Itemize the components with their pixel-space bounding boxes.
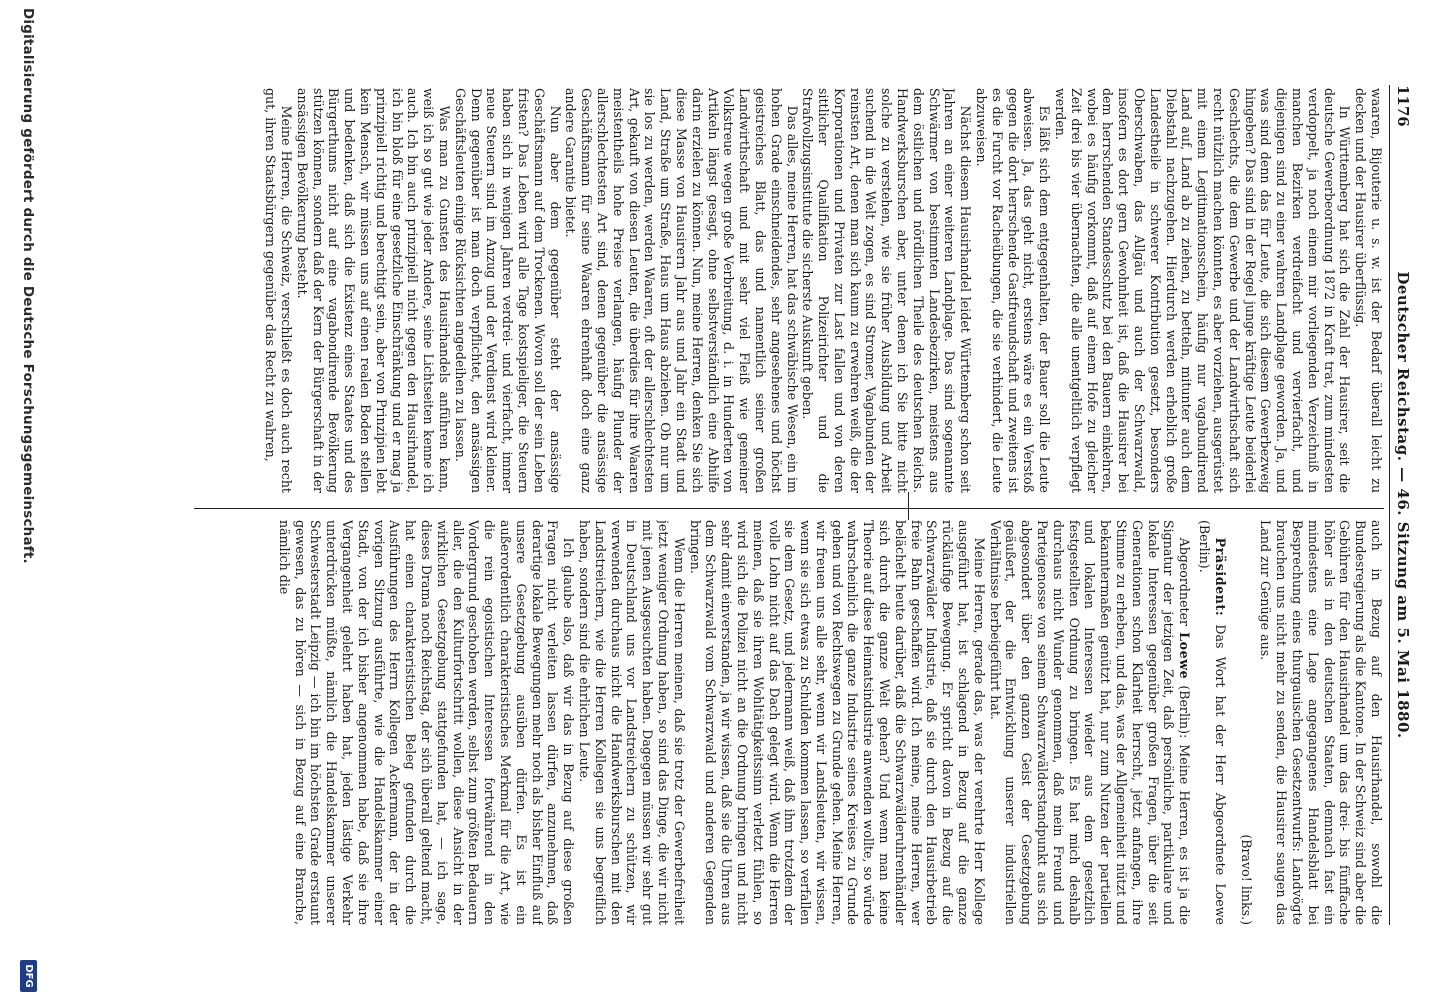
page-title: Deutscher Reichstag. — 46. Sitzung am 5. Mai 1880. [1394, 271, 1412, 739]
paragraph: In Württemberg hat sich die Zahl der Hausirer, seit die deutsche Gewerbeordnung 1872 in Kraft trat, zum mindesten verdoppelt, ja noch einem mir vorliegenden Verzeichniß in manchen Bezirken verdreifacht und vervierfacht, und diejenigen sind zu einer wahren Landplage geworden. Ja, und was sind denn das für Leute, die sich diesem Gewerbezweig hingeben? Das sind in der Regel junge kräftige Leute beiderlei Geschlechts, die dem Gewerbe und der Landwirthschaft sich recht nützlich machen könnten, es aber vorziehen, ausgerüstet mit einem Legitimationsschein, häufig nur vagabundirend Land auf, Land ab zu ziehen, zu betteln, mitunter auch dem Diebstahl nachzugehen. Hierdurch werden erheblich große Landestheile in schwerer Kontribution gesetzt, besonders Oberschwaben, das Allgäu und auch der Schwarzwald, insofern es dort gern Gewohnheit ist, daß die Hausirer bei dem herrschenden Standesschutz bei den Bauern einkehren, wobei es häufig vorkommt, daß auf einem Hofe zu gleicher Zeit drei bis vier übernachten, die alle unentgeltlich verpflegt werden. [1053, 88, 1353, 493]
dfg-logo-icon: DFG [20, 960, 37, 992]
column-divider [194, 508, 1384, 509]
right-text-column [114, 520, 1384, 925]
paragraph: Ich glaube also, daß wir das in Bezug auf diese großen Fragen nicht verleiten lassen dürfen, anzunehmen, daß derartige lokale Bewegungen mehr noch als bisher Einfluß auf unsere Gesetzgebung ausüben dürfen. Es ist ein außerordentlich charakteristisches Merkmal für die Art, wie die rein egoistischen Interessen fortwährend in den Vordergrund geschoben werden, selbst zum größten Bedauern aller, die den Kulturfortschritt wollen, diese Ansicht in der wirklichen Gesetzgebung stattgefunden hat, — ich sage, dieses Drama noch Reichstag, der sich überall geltend macht, hat einen charakteristischen Beleg gefunden durch die Ausführungen des Herrn Kollegen Ackermann, der in der vorigen Sitzung ausführte, wie die Handelskammer einer Stadt, von der ich bisher angenommen habe, daß sie ihre Vergangenheit gelehrt haben hat, jeden lästige Verkehr unterdrücken müßte, nämlich die Handelskammer unserer Schwesterstadt Leipzig — ich bin im höchsten Grade erstaunt gewesen, das zu hören — sich in Bezug auf eine Branche, nämlich die [276, 520, 577, 925]
funding-notice: Digitalisierung gefördert durch die Deutsche Forschungsgemeinschaft. [20, 8, 36, 564]
left-text-column [114, 88, 1384, 493]
applause-note: (Bravo! links.) [1238, 834, 1254, 925]
page-number: 1176 [1394, 85, 1412, 127]
page-header [1389, 85, 1418, 925]
column-divider-tick [908, 492, 909, 520]
president-text: Das Wort hat der Herr Abgeordnete Loewe (Berlin). [1197, 520, 1228, 925]
speaker-line [987, 520, 1192, 925]
paragraph: Das alles, meine Herren, hat das schwäbische Wesen, ein im hohen Grade einschneidendes, sehr angesehenes und höchst geistreiches Blatt, das und namentlich seiner großen Landwirthschaft und mit sehr viel Fleiß wie gemeiner Volkstreue wegen große Verbreitung, d. i. in Hunderten von Artikeln längst gesagt, ohne selbstverständlich eine Abhilfe darin erzielen zu können. Nun, meine Herren, denken Sie sich diese Masse von Hausirern Jahr aus und Jahr ein Stadt und Land, Straße um Straße, Haus um Haus abziehen. Ob nur um sie los zu werden, werden Waaren, oft der allerschlechtesten Art, gekauft von diesen Leuten, die überdies für ihre Waaren meistentheils hohe Preise verlangen, häufig Plunder der allerschlechtesten Art sind, denen gegenüber die ansässige Geschäftsmann für seine Waaren ehrenhaft doch eine ganz andere Garantie bietet. [563, 88, 800, 493]
paragraph: auch in Bezug auf den Hausirhandel, sowohl die Bundesregierung als die Kantone. In der Schweiz sind aber die Gebühren für den Hausirhandel um das drei- bis fünffache höher als in den deutschen Staaten, demnach fast ein mindestens eine Lage angegangenes Handelsblatt bei Besprechung eines thurgauischen Gesetzentwurfs: Landvögte brauchen uns nicht mehr zu senden, die Hausirer saugen das Land zur Genüge aus. [1258, 520, 1384, 925]
paragraph: Es läßt sich dem entgegenhalten, der Bauer soll die Leute abweisen. Ja, das geht nicht, erstens wäre es ein Verstoß gegen die dort herrschende Gastfreundschaft und zweitens ist es die Furcht vor Racheübungen, die sie verhindert, die Leute abzuweisen. [974, 88, 1053, 493]
president-label: Präsident: [1212, 537, 1228, 617]
speaker-place: (Berlin): [1177, 685, 1193, 739]
president-line [1196, 520, 1228, 925]
paragraph: Was man zu Gunsten des Hausirhandels anführen kann, weiß ich so gut wie jeder Andere, seine Lichtseiten kenne ich auch. Ich bin auch prinzipiell nicht gegen den Hausirhandel, ich bin bloß für eine gesetzliche Einschränkung und er mag ja prinzipiell richtig und berechtigt sein, aber von Prinzipien lebt kein Mensch, wir müssen uns auf einen realen Boden stellen und bedenken, daß sich die Existenz eines Staates und des Bürgerthums nicht auf eine vagabondirende Bevölkerung stützen können, sondern daß der Kern der Bürgerschaft in der ansässigen Bevölkerung besteht. [294, 88, 452, 493]
paragraph: Nun aber dem gegenüber steht der ansässige Geschäftsmann auf dem Trockenen. Wovon soll der sein Leben fristen? Das Leben wird alle Tage kostspieliger, die Steuern haben sich in wenigen Jahren verdrei- und vierfacht, immer neue Steuern sind im Anzug und der Verdienst wird kleiner. Denn gegenüber ist man doch verpflichtet, den ansässigen Geschäftsleuten einige Rücksichten angedeihen zu lassen. [452, 88, 563, 493]
paragraph: Meine Herren, die Schweiz, verschließt es doch auch recht gut, ihren Staatsbürgern gegenüber das Recht zu wahren, [263, 88, 295, 493]
paragraph: Wenn die Herren meinen, daß sie trotz der Gewerbefreiheit jetzt weniger Ordnung haben, so sind das Dinge, die wir nicht mit jenen Ausgesuchten haben. Dagegen müssen wir sehr gut in Deutschland uns vor Landstreichern zu schützen, wir verwenden durchaus nicht die Handwerksburschen mit den Landstreichern, wie die Herren Kollegen sie uns begreiflich haben, sondern sind die ehrlichen Leute. [576, 520, 687, 925]
speaker-intro: Abgeordneter [1177, 537, 1193, 627]
speech-text: Meine Herren, es ist ja die Signatur der jetzigen Zeit, daß persönliche, partikulare und lokale Interessen gegenüber großen Fragen, über die seit Generationen schon Klarheit herrscht, jetzt anfangen, ihre Stimme zu erheben, und das, was der Allgemeinheit nützt und bekanntermaßen genützt hat, nur zum Nutzen der partiellen und lokalen Interessen wieder aus dem gesetzlich festgestellten Ordnung zu bringen. Es hat mich deshalb durchaus nicht Wunder genommen, daß mein Freund und Parteigenosse von seinem Schwarzwälderstandpunkt aus sich abgesondert über den ganzen Geist der Gesetzgebung geäußert, der die Entwicklung unserer industriellen Verhältnisse herbeigeführt hat. [987, 520, 1193, 925]
speaker-name: Loewe [1177, 632, 1193, 680]
paragraph: Meine Herren, gerade das, was der verehrte Herr Kollege ausgeführt hat, ist schlagend in Bezug auf die ganze rückläufige Bewegung. Er spricht davon in Bezug auf die Schwarzwälder Industrie, daß sie durch den Hausirbetrieb freie Bahn geschaffen wird. Ich meine, meine Herren, wer belächelt heute darüber, daß die Schwarzwälderuhrenhändler sich durch die ganze Welt gehen? Und wenn man keine Theorie auf diese Heimatsindustrie anwenden wollte, so würde wahrscheinlich die ganze Industrie seines Kreises zu Grunde gehen und von Rechtswegen zu Grunde gehen. Meine Herren, wir freuen uns alle sehr, wenn wir Landsleuten, wir wissen, wenn sie sich etwas zu Schulden kommen lassen, so verfallen sie dem Gesetz, und jedermann weiß, daß ihm trotzdem der volle Lohn nicht auf das Dach gelegt wird. Wenn die Herren meinen, daß sie ihren Wohltätigkeitssinn verletzt fühlen, so wird sich die Polizei nicht an die Ordnung bringen und nicht sehr damit einverstanden, ja wir wissen, daß sie die Uhren aus dem Schwarzwald vom Schwarzwald und anderen Gegenden bringen. [687, 520, 987, 925]
paragraph: waaren, Bijouterie u. s. w. ist der Bedarf überall leicht zu decken und der Hausirer überflüssig. [1353, 88, 1384, 493]
digitization-footer [16, 0, 40, 1000]
paragraph: Nächst diesem Hausirhandel leidet Württemberg schon seit Jahren an einer weiteren Landplage. Das sind sogenannte Schwärmer von bestimmten Landesbezirken, meistens aus dem östlichen und nördlichen Theile des deutschen Reichs. Handwerksburschen aber, unter denen ich Sie bitte nicht solche zu verstehen, wie sie früher Ausbildung und Arbeit suchend in die Welt zogen, es sind Stromer, Vagabunden der reinsten Art, denen man sich kaum zu erwehren weiß, die der Korporationen und Privaten zur Last fallen und von deren sittlicher Qualifikation Polizeirichter und die Strafvollzugsinstitute die sicherste Auskunft geben. [800, 88, 974, 493]
